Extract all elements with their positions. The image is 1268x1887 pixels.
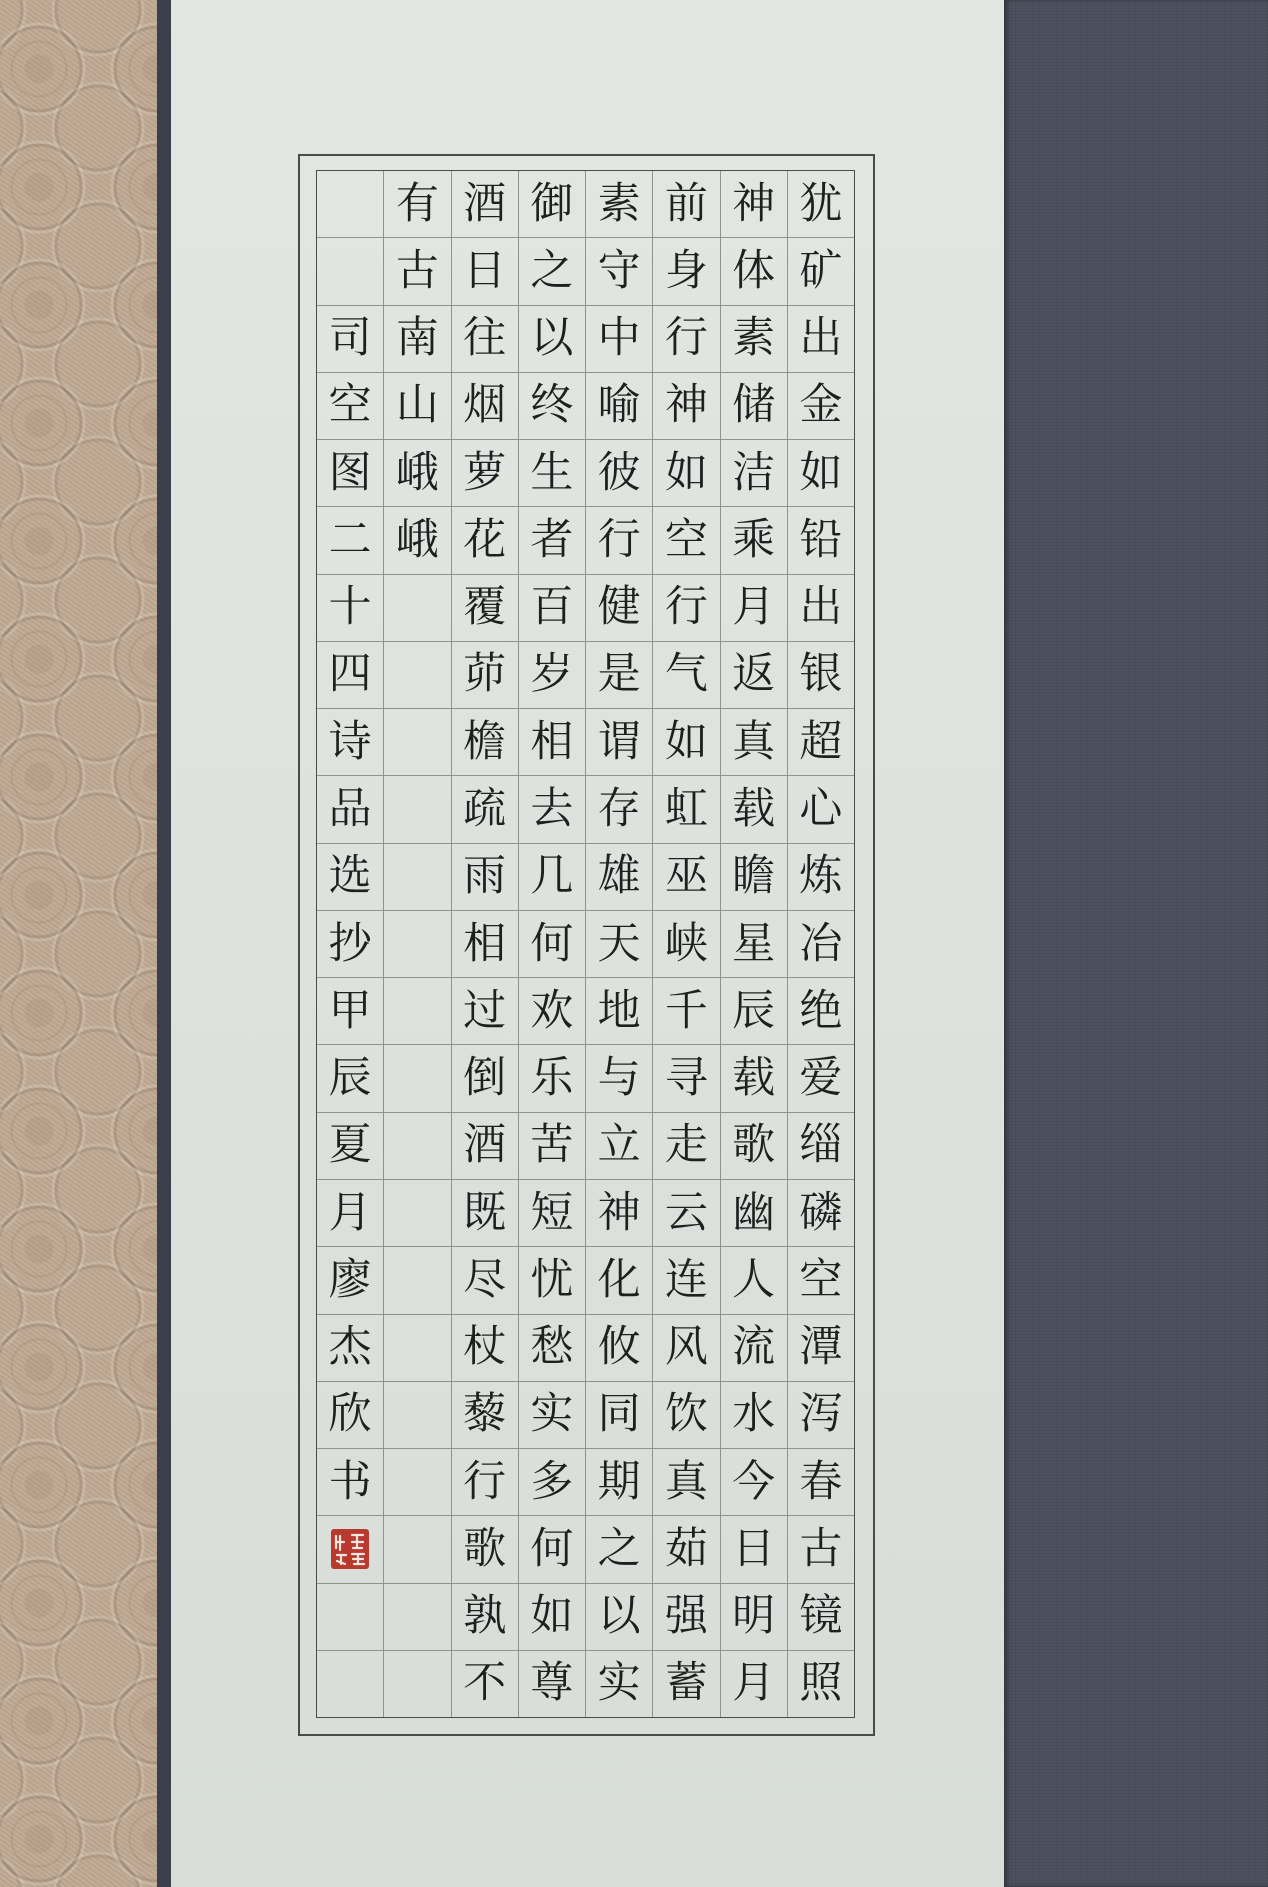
empty-cell	[384, 1113, 450, 1180]
character-cell: 孰	[452, 1584, 518, 1651]
grid-column	[585, 171, 652, 1717]
character-cell: 欣	[317, 1382, 383, 1449]
character-cell: 何	[519, 1516, 585, 1583]
character-cell: 期	[586, 1449, 652, 1516]
character-cell: 犹	[788, 171, 854, 238]
empty-cell	[317, 1584, 383, 1651]
empty-cell	[384, 1180, 450, 1247]
empty-cell	[384, 642, 450, 709]
character-cell: 银	[788, 642, 854, 709]
character-cell: 神	[653, 373, 719, 440]
character-cell: 终	[519, 373, 585, 440]
character-cell: 体	[721, 238, 787, 305]
character-cell: 行	[653, 575, 719, 642]
empty-cell	[384, 1315, 450, 1382]
red-seal-stamp	[330, 1528, 370, 1570]
character-cell: 选	[317, 844, 383, 911]
character-cell: 空	[317, 373, 383, 440]
character-cell: 磷	[788, 1180, 854, 1247]
character-cell: 幽	[721, 1180, 787, 1247]
character-cell: 谓	[586, 709, 652, 776]
character-cell: 流	[721, 1315, 787, 1382]
character-cell: 岁	[519, 642, 585, 709]
character-cell: 春	[788, 1449, 854, 1516]
character-cell: 有	[384, 171, 450, 238]
character-cell: 金	[788, 373, 854, 440]
character-cell: 二	[317, 507, 383, 574]
character-cell: 气	[653, 642, 719, 709]
character-cell: 月	[732, 1658, 776, 1709]
character-cell: 空	[653, 507, 719, 574]
character-cell: 四	[317, 642, 383, 709]
character-cell: 尽	[452, 1247, 518, 1314]
character-cell: 相	[452, 911, 518, 978]
character-cell: 几	[519, 844, 585, 911]
character-cell: 冶	[788, 911, 854, 978]
character-cell: 素	[721, 306, 787, 373]
character-cell: 载	[721, 1045, 787, 1112]
character-cell: 是	[586, 642, 652, 709]
character-cell: 往	[452, 306, 518, 373]
character-cell: 乐	[519, 1045, 585, 1112]
character-cell: 返	[721, 642, 787, 709]
empty-cell	[384, 1247, 450, 1314]
character-cell: 走	[653, 1113, 719, 1180]
character-cell: 雄	[586, 844, 652, 911]
character-cell: 炼	[788, 844, 854, 911]
character-cell: 如	[788, 440, 854, 507]
character-cell: 以	[586, 1584, 652, 1651]
character-cell: 实	[519, 1382, 585, 1449]
character-cell: 天	[586, 911, 652, 978]
character-cell: 强	[653, 1584, 719, 1651]
character-cell: 健	[586, 575, 652, 642]
character-cell: 相	[519, 709, 585, 776]
character-grid	[316, 170, 855, 1718]
empty-cell	[384, 911, 450, 978]
empty-cell	[384, 978, 450, 1045]
character-cell: 行	[653, 306, 719, 373]
character-cell: 虹	[653, 776, 719, 843]
character-cell: 实	[597, 1658, 641, 1709]
character-cell: 雨	[452, 844, 518, 911]
character-cell: 辰	[317, 1045, 383, 1112]
character-cell: 乘	[721, 507, 787, 574]
character-cell: 守	[586, 238, 652, 305]
character-cell: 疏	[452, 776, 518, 843]
character-cell: 巫	[653, 844, 719, 911]
character-cell: 出	[788, 306, 854, 373]
character-cell: 同	[586, 1382, 652, 1449]
character-cell: 萝	[452, 440, 518, 507]
character-cell: 人	[721, 1247, 787, 1314]
empty-cell	[317, 238, 383, 305]
character-cell: 真	[721, 709, 787, 776]
character-cell: 喻	[586, 373, 652, 440]
character-cell: 杖	[452, 1315, 518, 1382]
character-cell: 风	[653, 1315, 719, 1382]
character-cell: 去	[519, 776, 585, 843]
character-cell: 如	[519, 1584, 585, 1651]
character-cell: 生	[519, 440, 585, 507]
character-cell: 前	[653, 171, 719, 238]
character-cell: 既	[452, 1180, 518, 1247]
grid-column	[518, 171, 585, 1717]
character-cell: 歌	[452, 1516, 518, 1583]
empty-cell	[317, 1651, 383, 1717]
character-cell: 杰	[317, 1315, 383, 1382]
outer-frame	[298, 154, 875, 1736]
character-cell: 南	[384, 306, 450, 373]
character-cell: 抄	[317, 911, 383, 978]
character-cell: 酒	[452, 171, 518, 238]
character-cell: 心	[788, 776, 854, 843]
character-cell: 过	[452, 978, 518, 1045]
character-cell: 行	[452, 1449, 518, 1516]
character-cell: 尊	[530, 1658, 574, 1709]
character-cell: 御	[519, 171, 585, 238]
empty-cell	[384, 844, 450, 911]
character-cell: 山	[384, 373, 450, 440]
character-cell: 何	[519, 911, 585, 978]
character-cell: 花	[452, 507, 518, 574]
character-cell: 峡	[653, 911, 719, 978]
character-cell: 连	[653, 1247, 719, 1314]
empty-cell	[384, 575, 450, 642]
character-cell: 司	[317, 306, 383, 373]
character-cell: 洁	[721, 440, 787, 507]
mount-edge-strip	[157, 0, 171, 1887]
character-cell: 照	[799, 1658, 843, 1709]
grid-column	[652, 171, 719, 1717]
character-cell: 廖	[317, 1247, 383, 1314]
character-cell: 峨	[384, 507, 450, 574]
character-cell: 行	[586, 507, 652, 574]
character-cell: 潭	[788, 1315, 854, 1382]
character-cell: 之	[586, 1516, 652, 1583]
character-cell: 檐	[452, 709, 518, 776]
character-cell: 化	[586, 1247, 652, 1314]
character-cell: 储	[721, 373, 787, 440]
empty-cell	[384, 1651, 450, 1717]
character-cell: 短	[519, 1180, 585, 1247]
grid-column	[720, 171, 787, 1717]
empty-cell	[384, 1382, 450, 1449]
character-cell: 千	[653, 978, 719, 1045]
character-cell: 倒	[452, 1045, 518, 1112]
character-cell: 超	[788, 709, 854, 776]
character-cell: 日	[721, 1516, 787, 1583]
character-cell: 忧	[519, 1247, 585, 1314]
character-cell: 古	[384, 238, 450, 305]
character-cell: 藜	[452, 1382, 518, 1449]
character-cell: 出	[788, 575, 854, 642]
character-cell: 图	[317, 440, 383, 507]
character-cell: 攸	[586, 1315, 652, 1382]
character-cell: 之	[519, 238, 585, 305]
character-cell: 夏	[317, 1113, 383, 1180]
grid-column	[787, 171, 854, 1717]
character-cell: 空	[788, 1247, 854, 1314]
character-cell: 愁	[519, 1315, 585, 1382]
character-cell: 书	[317, 1449, 383, 1516]
empty-cell	[384, 776, 450, 843]
character-cell: 素	[586, 171, 652, 238]
character-cell: 神	[721, 171, 787, 238]
character-cell: 瞻	[721, 844, 787, 911]
character-cell: 以	[519, 306, 585, 373]
character-cell: 缁	[788, 1113, 854, 1180]
character-cell: 烟	[452, 373, 518, 440]
character-cell: 如	[653, 440, 719, 507]
empty-cell	[384, 1045, 450, 1112]
character-cell: 欢	[519, 978, 585, 1045]
character-cell: 品	[317, 776, 383, 843]
character-cell: 神	[586, 1180, 652, 1247]
character-cell: 矿	[788, 238, 854, 305]
character-cell: 多	[519, 1449, 585, 1516]
character-cell: 不	[463, 1658, 507, 1709]
empty-cell	[384, 709, 450, 776]
character-cell: 铅	[788, 507, 854, 574]
character-cell: 月	[317, 1180, 383, 1247]
character-cell: 甲	[317, 978, 383, 1045]
character-cell: 存	[586, 776, 652, 843]
character-cell: 蓄	[664, 1658, 708, 1709]
character-cell: 身	[653, 238, 719, 305]
character-cell: 载	[721, 776, 787, 843]
grid-column	[317, 171, 383, 1717]
character-cell: 百	[519, 575, 585, 642]
character-cell: 镜	[788, 1584, 854, 1651]
seal-cell	[317, 1516, 383, 1583]
character-cell: 酒	[452, 1113, 518, 1180]
character-cell: 寻	[653, 1045, 719, 1112]
character-cell: 绝	[788, 978, 854, 1045]
character-cell: 日	[452, 238, 518, 305]
empty-cell	[384, 1449, 450, 1516]
character-cell: 古	[788, 1516, 854, 1583]
character-cell: 歌	[721, 1113, 787, 1180]
character-cell: 真	[653, 1449, 719, 1516]
character-cell: 峨	[384, 440, 450, 507]
character-cell: 者	[519, 507, 585, 574]
empty-cell	[384, 1516, 450, 1583]
grid-column	[451, 171, 518, 1717]
character-cell: 水	[721, 1382, 787, 1449]
character-cell: 立	[586, 1113, 652, 1180]
character-cell: 月	[721, 575, 787, 642]
character-cell: 泻	[788, 1382, 854, 1449]
character-cell: 今	[721, 1449, 787, 1516]
empty-cell	[317, 171, 383, 238]
right-backing-fabric	[1004, 0, 1268, 1887]
character-cell: 如	[653, 709, 719, 776]
character-cell: 与	[586, 1045, 652, 1112]
character-cell: 茆	[452, 642, 518, 709]
character-cell: 彼	[586, 440, 652, 507]
character-cell: 苦	[519, 1113, 585, 1180]
character-cell: 中	[586, 306, 652, 373]
character-cell: 辰	[721, 978, 787, 1045]
character-cell: 诗	[317, 709, 383, 776]
character-cell: 明	[721, 1584, 787, 1651]
character-cell: 十	[317, 575, 383, 642]
character-cell: 覆	[452, 575, 518, 642]
character-cell: 爱	[788, 1045, 854, 1112]
character-cell: 地	[586, 978, 652, 1045]
character-cell: 茹	[653, 1516, 719, 1583]
character-cell: 星	[721, 911, 787, 978]
character-cell: 云	[653, 1180, 719, 1247]
empty-cell	[384, 1584, 450, 1651]
left-brocade-border	[0, 0, 157, 1887]
grid-column	[383, 171, 450, 1717]
character-cell: 饮	[653, 1382, 719, 1449]
